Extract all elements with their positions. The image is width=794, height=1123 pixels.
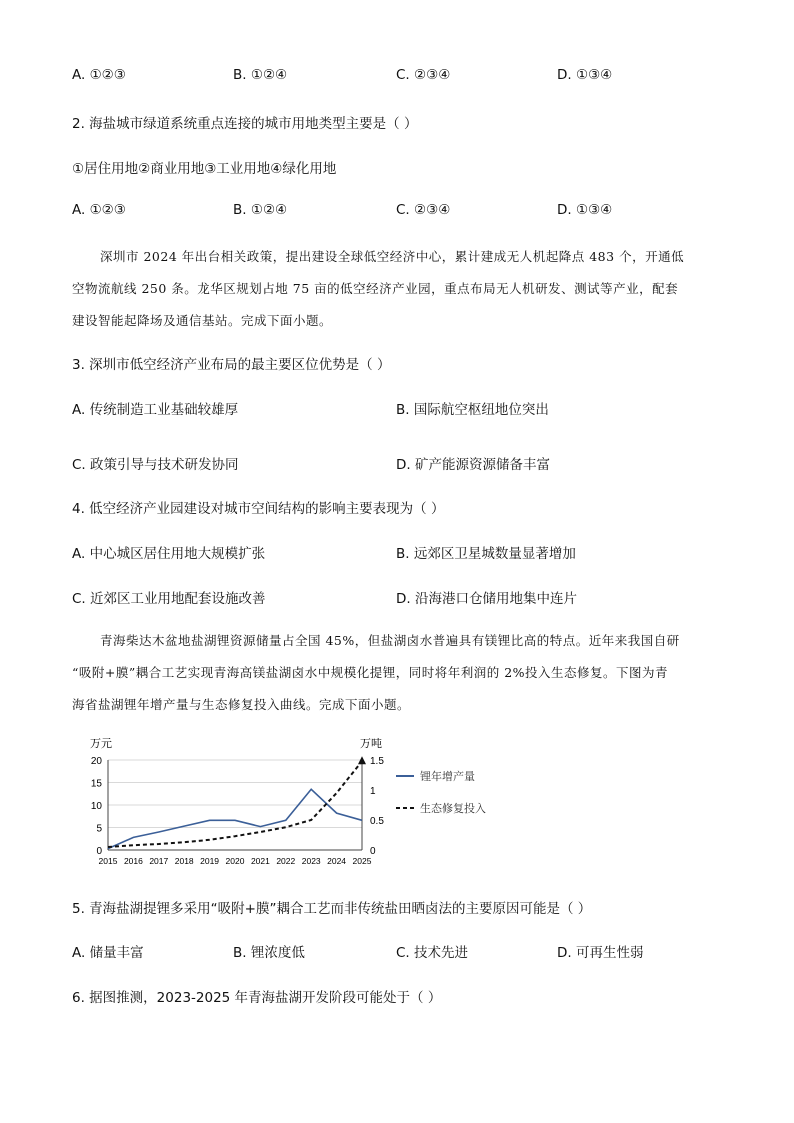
right-tick-label: 0.5: [370, 816, 384, 827]
x-tick-label: 2024: [327, 856, 347, 866]
q3-stem: 3. 深圳市低空经济产业布局的最主要区位优势是（ ）: [72, 357, 391, 373]
q5-option-c[interactable]: C. 技术先进: [396, 945, 469, 961]
x-tick-label: 2017: [149, 856, 169, 866]
q4-option-d[interactable]: D. 沿海港口仓储用地集中连片: [396, 591, 577, 607]
q4-option-a[interactable]: A. 中心城区居住用地大规模扩张: [72, 546, 266, 562]
x-tick-label: 2019: [200, 856, 220, 866]
q3-option-d[interactable]: D. 矿产能源资源储备丰富: [396, 457, 550, 473]
passage-line: 建设智能起降场及通信基站。完成下面小题。: [72, 313, 333, 328]
passage-line: 海省盐湖锂年增产量与生态修复投入曲线。完成下面小题。: [72, 697, 411, 712]
q2-stem: 2. 海盐城市绿道系统重点连接的城市用地类型主要是（ ）: [72, 116, 418, 132]
q3-option-a[interactable]: A. 传统制造工业基础较雄厚: [72, 402, 239, 418]
q5-option-b[interactable]: B. 锂浓度低: [233, 945, 305, 961]
passage-line: 深圳市 2024 年出台相关政策，提出建设全球低空经济中心，累计建成无人机起降点 483 个，开通低: [100, 249, 685, 264]
q3-option-c[interactable]: C. 政策引导与技术研发协同: [72, 457, 239, 473]
q1-option-c[interactable]: C. ②③④: [396, 67, 451, 83]
q5-stem: 5. 青海盐湖提锂多采用“吸附+膜”耦合工艺而非传统盐田晒卤法的主要原因可能是（ ）: [72, 901, 592, 917]
q1-option-b[interactable]: B. ①②④: [233, 67, 288, 83]
right-tick-label: 1.5: [370, 756, 384, 767]
right-tick-label: 1: [370, 786, 376, 797]
x-tick-label: 2016: [123, 856, 143, 866]
series-line-1: [108, 789, 362, 848]
left-unit-label: 万元: [90, 738, 112, 750]
x-tick-label: 2020: [225, 856, 245, 866]
q2-option-b[interactable]: B. ①②④: [233, 202, 288, 218]
x-tick-label: 2021: [250, 856, 270, 866]
passage-line: 空物流航线 250 条。龙华区规划占地 75 亩的低空经济产业园，重点布局无人机研发、测试等产业，配套: [72, 281, 679, 296]
q2-option-c[interactable]: C. ②③④: [396, 202, 451, 218]
left-tick-label: 0: [96, 846, 102, 857]
left-tick-label: 20: [90, 756, 102, 767]
left-tick-label: 15: [90, 778, 102, 790]
legend-label: 锂年增产量: [420, 771, 475, 783]
q6-stem: 6. 据图推测，2023-2025 年青海盐湖开发阶段可能处于（ ）: [72, 990, 442, 1006]
q1-option-d[interactable]: D. ①③④: [557, 67, 613, 83]
lithium-chart: [80, 730, 500, 875]
q4-option-c[interactable]: C. 近郊区工业用地配套设施改善: [72, 591, 266, 607]
left-tick-label: 5: [96, 823, 102, 835]
x-tick-label: 2022: [276, 856, 296, 866]
q1-option-a[interactable]: A. ①②③: [72, 67, 126, 83]
q5-option-a[interactable]: A. 储量丰富: [72, 945, 144, 961]
x-tick-label: 2023: [301, 856, 321, 866]
q4-option-b[interactable]: B. 远郊区卫星城数量显著增加: [396, 546, 576, 562]
q4-stem: 4. 低空经济产业园建设对城市空间结构的影响主要表现为（ ）: [72, 501, 445, 517]
left-tick-label: 10: [90, 801, 102, 812]
q2-option-a[interactable]: A. ①②③: [72, 202, 126, 218]
x-tick-label: 2015: [98, 856, 118, 866]
legend-label: 生态修复投入: [420, 803, 486, 815]
passage-line: 青海柴达木盆地盐湖锂资源储量占全国 45%，但盐湖卤水普遍具有镁锂比高的特点。近年来我国自研: [100, 633, 680, 648]
right-tick-label: 0: [370, 846, 376, 857]
q2-option-d[interactable]: D. ①③④: [557, 202, 613, 218]
right-unit-label: 万吨: [360, 738, 382, 750]
x-tick-label: 2018: [174, 856, 194, 866]
q2-items: ①居住用地②商业用地③工业用地④绿化用地: [72, 161, 337, 177]
x-tick-label: 2025: [352, 856, 372, 866]
q5-option-d[interactable]: D. 可再生性弱: [557, 945, 644, 961]
q3-option-b[interactable]: B. 国际航空枢纽地位突出: [396, 402, 549, 418]
passage-line: “吸附+膜”耦合工艺实现青海高镁盐湖卤水中规模化提锂，同时将年利润的 2%投入生态修复。下图为青: [72, 665, 669, 680]
